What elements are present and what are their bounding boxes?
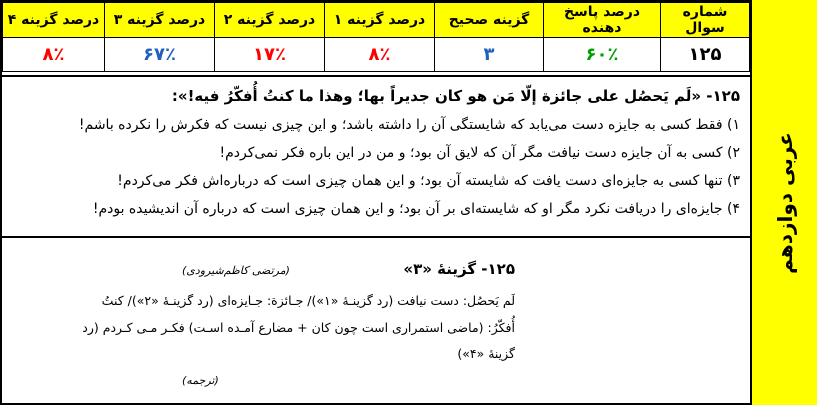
header-option-1-percent: درصد گزینه ۱ <box>325 3 435 38</box>
header-option-4-percent: درصد گزینه ۴ <box>3 3 105 38</box>
answer-box <box>2 238 750 403</box>
value-option-2-percent: ۱۷٪ <box>215 37 325 72</box>
answer-line-3: گزینهٔ «۴») <box>457 346 515 361</box>
header-correct-option: گزینه صحیح <box>435 3 544 38</box>
value-option-4-percent: ۸٪ <box>3 37 105 72</box>
header-option-3-percent: درصد گزینه ۳ <box>105 3 215 38</box>
option-4: ۴) جایزه‌ای را دریافت نکرد مگر او که شایسته‌ای بر آن بود؛ و این همان چیزی است که درباره آن اندیشیده بودم! <box>92 201 740 217</box>
stats-value-row <box>3 37 750 72</box>
subject-sidebar <box>750 0 817 405</box>
subject-title: عربی دوازدهم <box>772 131 797 274</box>
option-3: ۳) تنها کسی به جایزه‌ای دست یافت که شایسته آن بود؛ و این همان چیزی است که درباره‌اش فکر می‌کردم! <box>117 173 740 189</box>
stats-table <box>2 2 750 72</box>
answer-author: (مرتضی کاظم‌شیرودی) <box>182 264 290 277</box>
answer-line-2: أُفکّرُ: (ماضی استمراری است چون کان + مضارع آمـده اسـت) فکـر مـی کـردم (رد <box>82 320 515 335</box>
value-question-number: ۱۲۵ <box>661 37 750 72</box>
stats-header-row <box>3 3 750 38</box>
header-option-2-percent: درصد گزینه ۲ <box>215 3 325 38</box>
header-respondent-percent: درصد پاسخ دهنده <box>544 3 661 38</box>
answer-tag: (ترجمه) <box>182 374 219 387</box>
option-2: ۲) کسی به آن جایزه دست نیافت مگر آن که لایق آن بود؛ و من در این باره فکر نمی‌کردم! <box>219 145 740 161</box>
option-1: ۱) فقط کسی به جایزه دست می‌یابد که شایستگی آن را داشته باشد؛ و این چیزی نیست که فکرش را نکرده باشم! <box>78 117 740 133</box>
question-box <box>2 75 750 238</box>
value-option-3-percent: ۶۷٪ <box>105 37 215 72</box>
value-option-1-percent: ۸٪ <box>325 37 435 72</box>
question-text: ۱۲۵- «لَم یَحصُل علی جائزة إلّا مَن هو کان جدیراً بها؛ وهذا ما کنتُ أُفکّرُ فیه!»: <box>171 87 740 105</box>
header-question-number: شماره سوال <box>661 3 750 38</box>
value-respondent-percent: ۶۰٪ <box>544 37 661 72</box>
value-correct-option: ۳ <box>435 37 544 72</box>
answer-heading: ۱۲۵- گزینهٔ «۳» <box>403 260 515 278</box>
answer-line-1: لَم یَحصُل: دست نیافت (رد گزینـهٔ «۱»)/ جـائزة: جـایزه‌ای (رد گزینـهٔ «۲»)/ کنتُ <box>101 293 515 308</box>
